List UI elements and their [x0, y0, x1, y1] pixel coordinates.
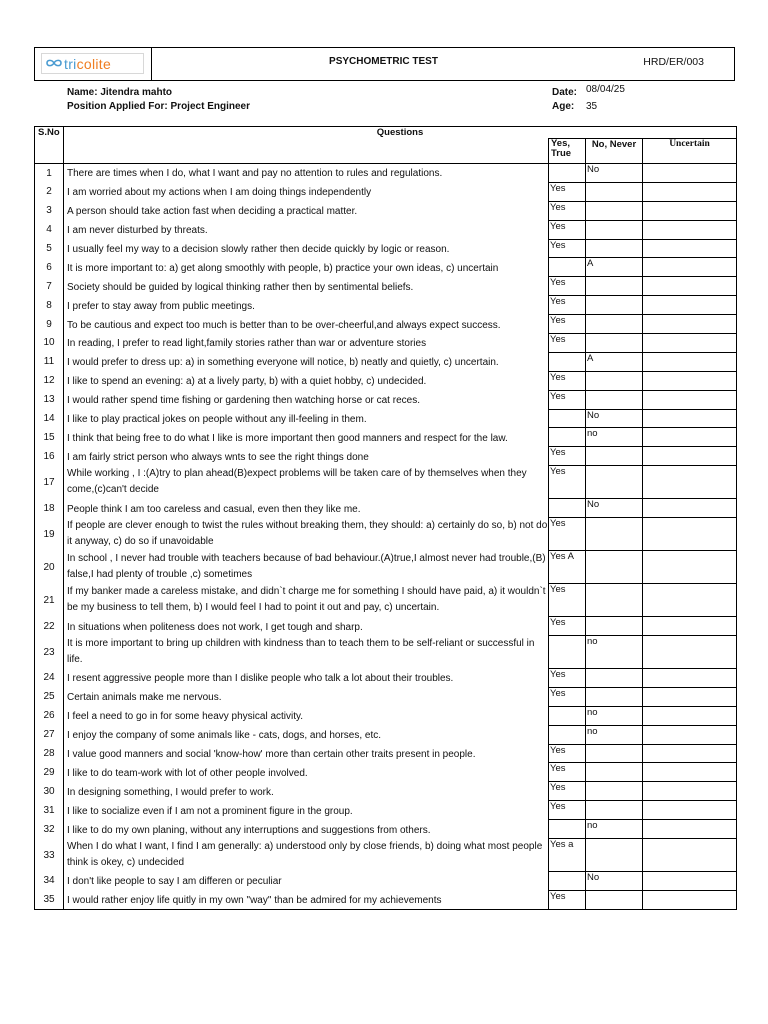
- table-row: [35, 334, 737, 353]
- question-text: I am fairly strict person who always wnts to see the right things done: [64, 447, 549, 466]
- answer-no-cell: No: [586, 499, 643, 518]
- answer-no-cell: [586, 744, 643, 763]
- row-number: 22: [35, 617, 64, 636]
- table-row: [35, 725, 737, 744]
- answer-no-cell: [586, 687, 643, 706]
- answer-no-cell: [586, 518, 643, 551]
- question-text: I would prefer to dress up: a) in something everyone will notice, b) neatly and quietly, c) uncertain.: [64, 352, 549, 371]
- answer-no-cell: A: [586, 352, 643, 371]
- answer-uncertain-cell: [643, 744, 737, 763]
- question-text: I like to do my own planing, without any interruptions and suggestions from others.: [64, 820, 549, 839]
- table-row: [35, 447, 737, 466]
- row-number: 28: [35, 744, 64, 763]
- table-row: [35, 390, 737, 409]
- row-number: 15: [35, 428, 64, 447]
- answer-yes-cell: Yes: [549, 296, 586, 315]
- row-number: 13: [35, 390, 64, 409]
- row-number: 16: [35, 447, 64, 466]
- infinity-icon: [45, 58, 63, 68]
- answer-no-cell: [586, 201, 643, 220]
- question-text: A person should take action fast when deciding a practical matter.: [64, 201, 549, 220]
- answer-yes-cell: [549, 725, 586, 744]
- answer-no-cell: [586, 466, 643, 499]
- answer-no-cell: no: [586, 706, 643, 725]
- question-text: I resent aggressive people more than I dislike people who talk a lot about their troubles.: [64, 669, 549, 688]
- table-row: [35, 164, 737, 183]
- table-row: [35, 839, 737, 872]
- answer-yes-cell: [549, 164, 586, 183]
- yes-true-header: Yes, True: [549, 139, 586, 164]
- answer-uncertain-cell: [643, 669, 737, 688]
- answer-uncertain-cell: [643, 371, 737, 390]
- row-number: 2: [35, 182, 64, 201]
- question-text: I would rather enjoy life quitly in my own "way" than be admired for my achievements: [64, 890, 549, 909]
- question-text: People think I am too careless and casual, even then they like me.: [64, 499, 549, 518]
- row-number: 8: [35, 296, 64, 315]
- table-row: [35, 617, 737, 636]
- answer-yes-cell: Yes A: [549, 551, 586, 584]
- answer-uncertain-cell: [643, 182, 737, 201]
- table-row: [35, 820, 737, 839]
- answer-yes-cell: [549, 428, 586, 447]
- row-number: 21: [35, 584, 64, 617]
- answer-uncertain-cell: [643, 872, 737, 891]
- question-text: While working , I :(A)try to plan ahead(B)expect problems will be taken care of by themselves when they come,(c)can't decide: [64, 466, 549, 499]
- table-row: [35, 258, 737, 277]
- answer-yes-cell: Yes: [549, 584, 586, 617]
- answer-yes-cell: Yes: [549, 447, 586, 466]
- answer-yes-cell: Yes: [549, 315, 586, 334]
- row-number: 29: [35, 763, 64, 782]
- answer-uncertain-cell: [643, 466, 737, 499]
- document-code: HRD/ER/003: [643, 56, 704, 68]
- answer-uncertain-cell: [643, 890, 737, 909]
- table-row: [35, 352, 737, 371]
- date-label: Date:: [552, 87, 578, 98]
- answer-no-cell: [586, 551, 643, 584]
- question-text: Society should be guided by logical thinking rather then by sentimental beliefs.: [64, 277, 549, 296]
- answer-no-cell: [586, 334, 643, 353]
- question-text: I like to do team-work with lot of other people involved.: [64, 763, 549, 782]
- answer-yes-cell: Yes: [549, 277, 586, 296]
- answer-uncertain-cell: [643, 258, 737, 277]
- answer-yes-cell: Yes: [549, 782, 586, 801]
- answer-uncertain-cell: [643, 551, 737, 584]
- question-text: To be cautious and expect too much is better than to be over-cheerful,and always expect success.: [64, 315, 549, 334]
- row-number: 18: [35, 499, 64, 518]
- answer-yes-cell: Yes: [549, 334, 586, 353]
- answer-no-cell: No: [586, 409, 643, 428]
- answer-uncertain-cell: [643, 763, 737, 782]
- answer-uncertain-cell: [643, 296, 737, 315]
- candidate-name: Name: Jitendra mahto: [67, 87, 173, 98]
- table-row: [35, 499, 737, 518]
- row-number: 31: [35, 801, 64, 820]
- age-label: Age:: [552, 101, 575, 112]
- answer-uncertain-cell: [643, 725, 737, 744]
- answer-no-cell: [586, 296, 643, 315]
- row-number: 34: [35, 872, 64, 891]
- table-row: [35, 669, 737, 688]
- questions-header: Questions: [64, 127, 737, 139]
- answer-yes-cell: Yes: [549, 801, 586, 820]
- answer-yes-cell: [549, 872, 586, 891]
- row-number: 20: [35, 551, 64, 584]
- answer-no-cell: [586, 390, 643, 409]
- table-row: [35, 706, 737, 725]
- answer-yes-cell: [549, 352, 586, 371]
- answer-no-cell: [586, 617, 643, 636]
- answer-yes-cell: [549, 820, 586, 839]
- question-text: I would rather spend time fishing or gardening then watching horse or cat reces.: [64, 390, 549, 409]
- answer-uncertain-cell: [643, 201, 737, 220]
- answer-no-cell: [586, 447, 643, 466]
- table-row: [35, 636, 737, 669]
- answer-no-cell: No: [586, 164, 643, 183]
- answer-no-cell: [586, 182, 643, 201]
- table-row: [35, 315, 737, 334]
- answer-yes-cell: Yes: [549, 617, 586, 636]
- answer-uncertain-cell: [643, 617, 737, 636]
- table-row: [35, 296, 737, 315]
- table-row: [35, 277, 737, 296]
- age-value: 35: [586, 101, 598, 112]
- answer-yes-cell: [549, 499, 586, 518]
- question-text: I like to play practical jokes on people without any ill-feeling in them.: [64, 409, 549, 428]
- answer-uncertain-cell: [643, 687, 737, 706]
- row-number: 9: [35, 315, 64, 334]
- question-text: I usually feel my way to a decision slowly rather then decide quickly by logic or reason.: [64, 239, 549, 258]
- table-row: [35, 744, 737, 763]
- question-text: I like to spend an evening: a) at a lively party, b) with a quiet hobby, c) undecided.: [64, 371, 549, 390]
- row-number: 4: [35, 220, 64, 239]
- question-text: I feel a need to go in for some heavy physical activity.: [64, 706, 549, 725]
- answer-uncertain-cell: [643, 409, 737, 428]
- table-row: [35, 782, 737, 801]
- answer-yes-cell: Yes: [549, 239, 586, 258]
- answer-uncertain-cell: [643, 839, 737, 872]
- answer-uncertain-cell: [643, 499, 737, 518]
- answer-no-cell: [586, 371, 643, 390]
- question-text: If my banker made a careless mistake, and didn`t charge me for something I should have paid, a) it wouldn`t be my business to tell them, b) I would feel I had to point it out and pay, c) uncertain.: [64, 584, 549, 617]
- table-row: [35, 428, 737, 447]
- answer-no-cell: no: [586, 428, 643, 447]
- answer-no-cell: [586, 782, 643, 801]
- table-row: [35, 220, 737, 239]
- answer-yes-cell: Yes: [549, 763, 586, 782]
- question-text: It is more important to: a) get along smoothly with people, b) practice your own ideas, c) uncertain: [64, 258, 549, 277]
- answer-no-cell: no: [586, 725, 643, 744]
- answer-yes-cell: [549, 409, 586, 428]
- answer-no-cell: [586, 763, 643, 782]
- answer-uncertain-cell: [643, 239, 737, 258]
- answer-yes-cell: Yes: [549, 669, 586, 688]
- question-text: I think that being free to do what I like is more important then good manners and respect for the law.: [64, 428, 549, 447]
- row-number: 32: [35, 820, 64, 839]
- question-text: I am worried about my actions when I am doing things independently: [64, 182, 549, 201]
- row-number: 33: [35, 839, 64, 872]
- table-row: [35, 584, 737, 617]
- table-row: [35, 890, 737, 909]
- answer-no-cell: [586, 669, 643, 688]
- row-number: 19: [35, 518, 64, 551]
- answer-uncertain-cell: [643, 782, 737, 801]
- answer-yes-cell: Yes: [549, 371, 586, 390]
- row-number: 5: [35, 239, 64, 258]
- answer-no-cell: [586, 239, 643, 258]
- question-text: I like to socialize even if I am not a prominent figure in the group.: [64, 801, 549, 820]
- answer-uncertain-cell: [643, 518, 737, 551]
- answer-uncertain-cell: [643, 164, 737, 183]
- no-never-header: No, Never: [586, 139, 643, 164]
- answer-uncertain-cell: [643, 428, 737, 447]
- question-text: I am never disturbed by threats.: [64, 220, 549, 239]
- table-row: [35, 409, 737, 428]
- answer-uncertain-cell: [643, 334, 737, 353]
- answer-yes-cell: Yes: [549, 687, 586, 706]
- answer-uncertain-cell: [643, 584, 737, 617]
- question-text: I enjoy the company of some animals like - cats, dogs, and horses, etc.: [64, 725, 549, 744]
- row-number: 25: [35, 687, 64, 706]
- question-text: If people are clever enough to twist the rules without breaking them, they should: a) certainly do so, b) not do it anyway, c) do so if unavoidable: [64, 518, 549, 551]
- row-number: 3: [35, 201, 64, 220]
- row-number: 26: [35, 706, 64, 725]
- answer-yes-cell: [549, 706, 586, 725]
- answer-uncertain-cell: [643, 220, 737, 239]
- answer-no-cell: [586, 584, 643, 617]
- row-number: 30: [35, 782, 64, 801]
- answer-no-cell: no: [586, 820, 643, 839]
- table-row: [35, 371, 737, 390]
- row-number: 14: [35, 409, 64, 428]
- answer-yes-cell: Yes: [549, 390, 586, 409]
- answer-uncertain-cell: [643, 706, 737, 725]
- question-text: In school , I never had trouble with teachers because of bad behaviour.(A)true,I almost never had trouble,(B) false,I had plenty of trouble ,c) sometimes: [64, 551, 549, 584]
- question-text: I value good manners and social 'know-how' more than certain other traits present in people.: [64, 744, 549, 763]
- row-number: 23: [35, 636, 64, 669]
- question-text: In designing something, I would prefer to work.: [64, 782, 549, 801]
- answer-yes-cell: Yes: [549, 220, 586, 239]
- table-row: [35, 687, 737, 706]
- questions-table: [34, 126, 737, 910]
- answer-uncertain-cell: [643, 315, 737, 334]
- answer-uncertain-cell: [643, 636, 737, 669]
- question-text: In situations when politeness does not work, I get tough and sharp.: [64, 617, 549, 636]
- answer-uncertain-cell: [643, 801, 737, 820]
- table-row: [35, 182, 737, 201]
- document-title: PSYCHOMETRIC TEST: [329, 56, 438, 67]
- answer-no-cell: no: [586, 636, 643, 669]
- table-row: [35, 801, 737, 820]
- row-number: 35: [35, 890, 64, 909]
- position-applied: Position Applied For: Project Engineer: [67, 101, 250, 112]
- row-number: 10: [35, 334, 64, 353]
- answer-uncertain-cell: [643, 447, 737, 466]
- company-logo: tricolite: [41, 53, 144, 74]
- answer-yes-cell: Yes: [549, 518, 586, 551]
- answer-yes-cell: [549, 258, 586, 277]
- question-text: When I do what I want, I find I am generally: a) understood only by close friends, b) doing what most people think is okey, c) undecided: [64, 839, 549, 872]
- question-text: Certain animals make me nervous.: [64, 687, 549, 706]
- answer-yes-cell: Yes: [549, 890, 586, 909]
- table-row: [35, 551, 737, 584]
- answer-no-cell: No: [586, 872, 643, 891]
- answer-no-cell: [586, 839, 643, 872]
- table-row: [35, 872, 737, 891]
- row-number: 1: [35, 164, 64, 183]
- answer-uncertain-cell: [643, 352, 737, 371]
- row-number: 6: [35, 258, 64, 277]
- row-number: 7: [35, 277, 64, 296]
- table-row: [35, 201, 737, 220]
- answer-no-cell: [586, 890, 643, 909]
- row-number: 24: [35, 669, 64, 688]
- row-number: 27: [35, 725, 64, 744]
- sno-header: S.No: [35, 127, 64, 139]
- answer-yes-cell: Yes: [549, 466, 586, 499]
- date-value: 08/04/25: [586, 84, 625, 95]
- logo-cell: [35, 48, 152, 80]
- answer-yes-cell: Yes a: [549, 839, 586, 872]
- table-row: [35, 763, 737, 782]
- question-text: I prefer to stay away from public meetings.: [64, 296, 549, 315]
- question-text: I don't like people to say I am differen or peculiar: [64, 872, 549, 891]
- answer-no-cell: [586, 277, 643, 296]
- table-row: [35, 518, 737, 551]
- document-header: [34, 47, 735, 81]
- question-text: In reading, I prefer to read light,family stories rather than war or adventure stories: [64, 334, 549, 353]
- answer-uncertain-cell: [643, 390, 737, 409]
- answer-no-cell: [586, 801, 643, 820]
- answer-yes-cell: Yes: [549, 201, 586, 220]
- table-row: [35, 239, 737, 258]
- question-text: It is more important to bring up children with kindness than to teach them to be self-reliant or successful in life.: [64, 636, 549, 669]
- row-number: 17: [35, 466, 64, 499]
- table-row: [35, 466, 737, 499]
- question-text: There are times when I do, what I want and pay no attention to rules and regulations.: [64, 164, 549, 183]
- uncertain-header: Uncertain: [643, 139, 737, 164]
- answer-yes-cell: Yes: [549, 744, 586, 763]
- answer-no-cell: [586, 315, 643, 334]
- answer-uncertain-cell: [643, 277, 737, 296]
- answer-yes-cell: Yes: [549, 182, 586, 201]
- row-number: 11: [35, 352, 64, 371]
- answer-no-cell: A: [586, 258, 643, 277]
- answer-no-cell: [586, 220, 643, 239]
- answer-yes-cell: [549, 636, 586, 669]
- answer-uncertain-cell: [643, 820, 737, 839]
- row-number: 12: [35, 371, 64, 390]
